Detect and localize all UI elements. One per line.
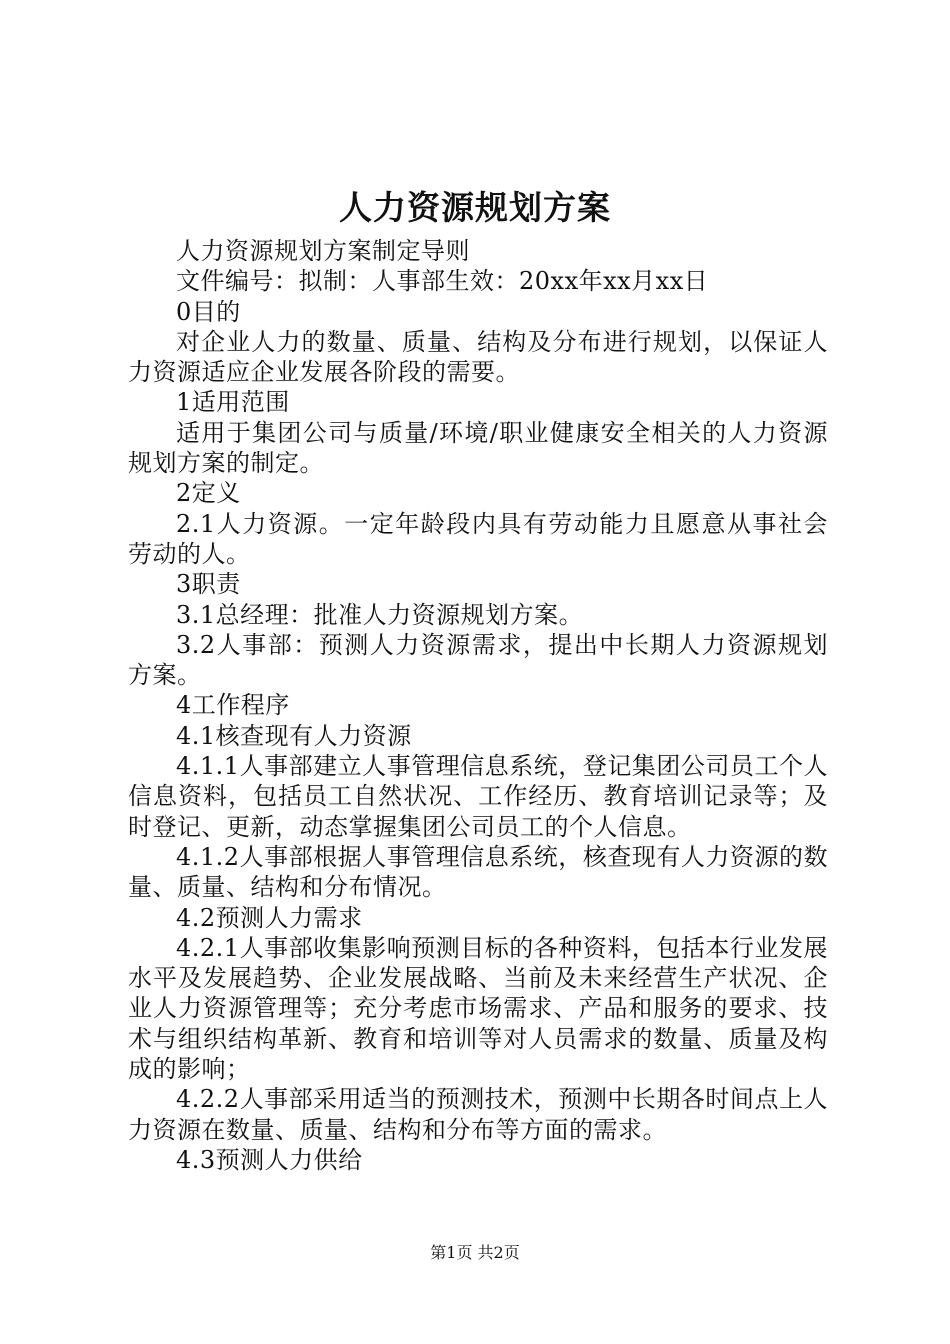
- document-body: [128, 236, 828, 1175]
- paragraph-file-info: 文件编号：拟制：人事部生效：20xx年xx月xx日: [176, 267, 709, 296]
- paragraph-purpose: 对企业人力的数量、质量、结构及分布进行规划，以保证人力资源适应企业发展各阶段的需要。: [128, 327, 828, 387]
- paragraph-4-2-1: 4.2.1人事部收集影响预测目标的各种资料，包括本行业发展水平及发展趋势、企业发展战略、当前及未来经营生产状况、企业人力资源管理等；充分考虑市场需求、产品和服务的要求、技术与组织结构革新、教育和培训等对人员需求的数量、质量及构成的影响；: [128, 933, 828, 1084]
- paragraph-responsibility-gm: 3.1总经理：批准人力资源规划方案。: [176, 600, 584, 629]
- paragraph-responsibility-hr: 3.2人事部：预测人力资源需求，提出中长期人力资源规划方案。: [128, 630, 828, 690]
- heading-definition: 2定义: [176, 479, 241, 508]
- heading-procedure: 4工作程序: [176, 691, 290, 720]
- heading-purpose: 0目的: [176, 297, 241, 326]
- paragraph-4-2-2: 4.2.2人事部采用适当的预测技术，预测中长期各时间点上人力资源在数量、质量、结构和分布等方面的需求。: [128, 1085, 828, 1144]
- paragraph-scope: 适用于集团公司与质量/环境/职业健康安全相关的人力资源规划方案的制定。: [128, 418, 828, 478]
- heading-scope: 1适用范围: [176, 388, 290, 417]
- page-footer: 第1页 共2页: [430, 1243, 520, 1262]
- paragraph-definition: 2.1人力资源。一定年龄段内具有劳动能力且愿意从事社会劳动的人。: [128, 509, 828, 568]
- heading-check-resources: 4.1核查现有人力资源: [176, 721, 412, 750]
- heading-forecast-demand: 4.2预测人力需求: [176, 903, 363, 932]
- heading-responsibility: 3职责: [176, 570, 241, 599]
- paragraph-4-1-1: 4.1.1人事部建立人事管理信息系统，登记集团公司员工个人信息资料，包括员工自然状况、工作经历、教育培训记录等；及时登记、更新，动态掌握集团公司员工的个人信息。: [128, 752, 828, 841]
- paragraph-guideline: 人力资源规划方案制定导则: [176, 237, 470, 265]
- document-title: 人力资源规划方案: [339, 188, 611, 227]
- heading-forecast-supply: 4.3预测人力供给: [176, 1145, 363, 1174]
- paragraph-4-1-2: 4.1.2人事部根据人事管理信息系统，核查现有人力资源的数量、质量、结构和分布情况。: [128, 842, 828, 902]
